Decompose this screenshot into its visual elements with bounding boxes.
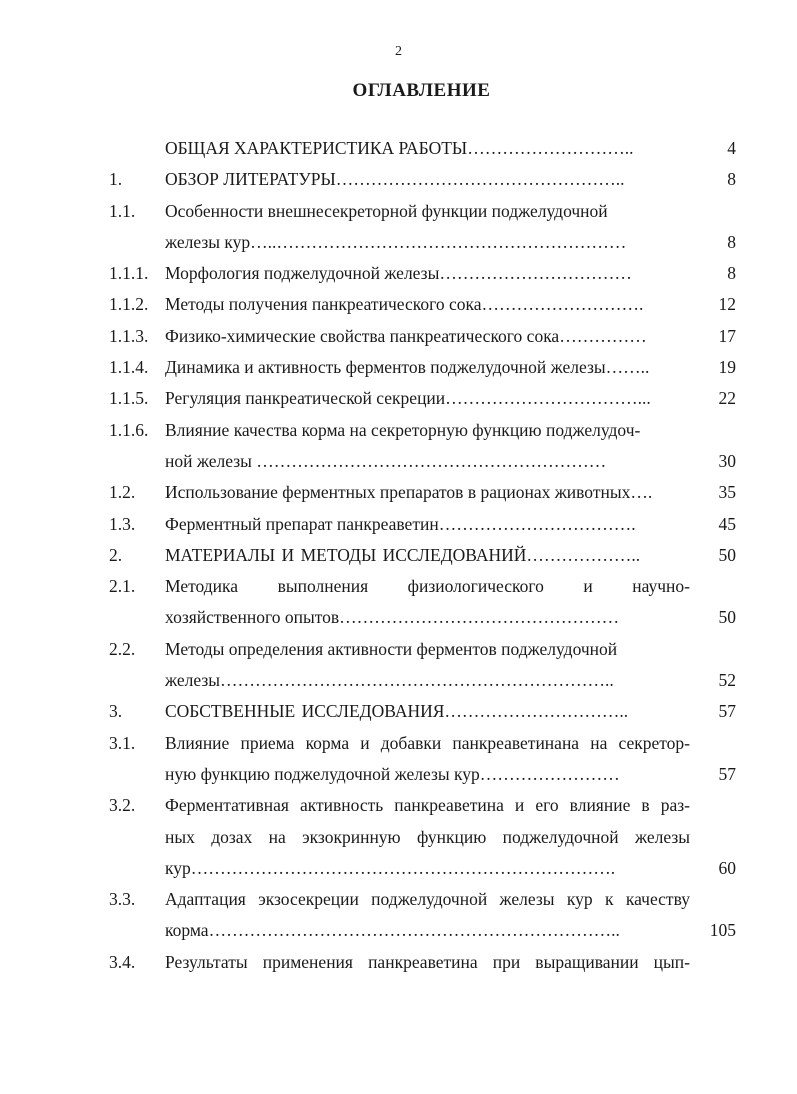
toc-entry-number: 1.2. [109, 482, 136, 503]
toc-entry-text: Методы определения активности ферментов поджелудочной [165, 638, 618, 659]
toc-entry-page: 4 [727, 138, 736, 158]
toc-entry[interactable] [0, 509, 797, 540]
toc-entry-text: Динамика и активность ферментов поджелудочной железы…….. [165, 357, 650, 378]
toc-entry[interactable] [0, 196, 797, 227]
toc-entry-text: Методы получения панкреатического сока………………………. [165, 294, 644, 315]
toc-entry[interactable] [0, 415, 797, 446]
toc-entry-page: 50 [718, 544, 736, 565]
toc-entry-text: Ферментный препарат панкреаветин……………………………. [165, 513, 636, 534]
toc-entry-text: Использование ферментных препаратов в рационах животных…. [165, 482, 653, 503]
toc-entry-text: Результаты применения панкреаветина при выращивании цып- [165, 951, 690, 972]
toc-entry-number: 3.2. [109, 795, 136, 816]
toc-entry[interactable] [0, 164, 797, 195]
toc-entry-number: 3.1. [109, 732, 136, 753]
toc-entry-page: 50 [718, 607, 736, 628]
toc-entry[interactable] [0, 383, 797, 414]
toc-entry-continuation[interactable] [0, 227, 797, 258]
toc-entry[interactable] [0, 634, 797, 665]
toc-entry-continuation[interactable] [0, 759, 797, 790]
toc-entry-text: корма…………………………………………………………….. [165, 920, 620, 941]
toc-entry-number: 2. [109, 544, 123, 565]
toc-entry[interactable] [0, 728, 797, 759]
toc-entry[interactable] [0, 947, 797, 978]
toc-entry-page: 8 [727, 231, 736, 252]
toc-entry-continuation[interactable] [0, 446, 797, 477]
toc-entry-continuation[interactable] [0, 853, 797, 884]
toc-entry[interactable] [0, 352, 797, 383]
toc-entry-continuation[interactable] [0, 602, 797, 633]
toc-entry-number: 1.1.5. [109, 388, 149, 409]
toc-entry[interactable] [0, 289, 797, 320]
toc-entry-continuation[interactable] [0, 822, 797, 853]
toc-entry-page: 52 [718, 670, 736, 691]
toc-entry-text: ОБЩАЯ ХАРАКТЕРИСТИКА РАБОТЫ……………………….. [165, 138, 634, 158]
toc-entry-continuation[interactable] [0, 915, 797, 946]
toc-entry[interactable] [0, 696, 797, 727]
toc-entry-number: 1.1.4. [109, 357, 149, 378]
toc-entry[interactable] [0, 133, 797, 164]
toc-entry[interactable] [0, 790, 797, 821]
toc-entry-text: ных дозах на экзокринную функцию поджелудочной железы [165, 826, 690, 847]
toc-entry-number: 2.1. [109, 576, 136, 597]
toc-entry[interactable] [0, 258, 797, 289]
toc-entry-page: 57 [718, 763, 736, 784]
toc-entry-page: 17 [718, 325, 736, 346]
toc-entry-number: 1.3. [109, 513, 136, 534]
toc-entry-text: ОБЗОР ЛИТЕРАТУРЫ………………………………………….. [165, 169, 625, 190]
toc-entry-text: Адаптация экзосекреции поджелудочной железы кур к качеству [165, 889, 690, 910]
toc-entry-text: ную функцию поджелудочной железы кур…………………… [165, 763, 620, 784]
toc-entry-page: 45 [718, 513, 736, 534]
toc-entry-number: 1.1.3. [109, 325, 149, 346]
toc-entry-page: 8 [727, 169, 736, 190]
toc-entry-page: 12 [718, 294, 736, 315]
toc-entry-number: 1.1. [109, 200, 136, 221]
toc-entry-page: 8 [727, 263, 736, 284]
toc-entry[interactable] [0, 321, 797, 352]
toc-entry-text: кур………………………………………………………………. [165, 857, 616, 878]
toc-entry-page: 105 [709, 920, 736, 941]
toc-entry[interactable] [0, 477, 797, 508]
toc-entry-page: 30 [718, 450, 736, 471]
toc-entry-text: Физико-химические свойства панкреатического сока…………… [165, 325, 647, 346]
toc-entry-text: Влияние качества корма на секреторную функцию поджелудоч- [165, 419, 641, 440]
toc-entry-number: 1.1.2. [109, 294, 149, 315]
toc-entry-text: железы………………………………………………………….. [165, 670, 614, 691]
toc-entry-text: СОБСТВЕННЫЕ ИССЛЕДОВАНИЯ………………………….. [165, 701, 629, 722]
toc-entry-text: железы кур…..…………………………………………………… [165, 231, 627, 252]
table-of-contents [0, 133, 797, 978]
toc-entry-number: 3.3. [109, 889, 136, 910]
toc-entry-text: Морфология поджелудочной железы…………………………… [165, 263, 632, 284]
toc-entry-page: 19 [718, 357, 736, 378]
toc-entry-text: Регуляция панкреатической секреции……………………………... [165, 388, 651, 409]
toc-entry-text: Влияние приема корма и добавки панкреаветинана на секретор- [165, 732, 690, 753]
toc-entry-number: 1. [109, 169, 123, 190]
toc-entry[interactable] [0, 884, 797, 915]
toc-entry-page: 22 [718, 388, 736, 409]
toc-entry-number: 1.1.6. [109, 419, 149, 440]
toc-entry[interactable] [0, 540, 797, 571]
toc-entry-text: ной железы …………………………………………………… [165, 450, 607, 471]
toc-entry[interactable] [0, 571, 797, 602]
toc-entry-text: Особенности внешнесекреторной функции поджелудочной [165, 200, 608, 221]
toc-entry-number: 3. [109, 701, 123, 722]
page-title: ОГЛАВЛЕНИЕ [352, 80, 491, 101]
toc-entry-text: хозяйственного опытов………………………………………… [165, 607, 620, 628]
toc-entry-number: 3.4. [109, 951, 136, 972]
toc-entry-text: Ферментативная активность панкреаветина и его влияние в раз- [165, 795, 690, 816]
toc-entry-continuation[interactable] [0, 665, 797, 696]
toc-entry-number: 2.2. [109, 638, 136, 659]
toc-entry-page: 60 [718, 857, 736, 878]
toc-entry-page: 35 [718, 482, 736, 503]
toc-entry-text: МАТЕРИАЛЫ И МЕТОДЫ ИССЛЕДОВАНИЙ……………….. [165, 544, 641, 565]
toc-entry-number: 1.1.1. [109, 263, 149, 284]
page-number: 2 [395, 44, 402, 59]
toc-entry-text: Методика выполнения физиологического и научно- [165, 576, 690, 597]
toc-entry-page: 57 [718, 701, 736, 722]
